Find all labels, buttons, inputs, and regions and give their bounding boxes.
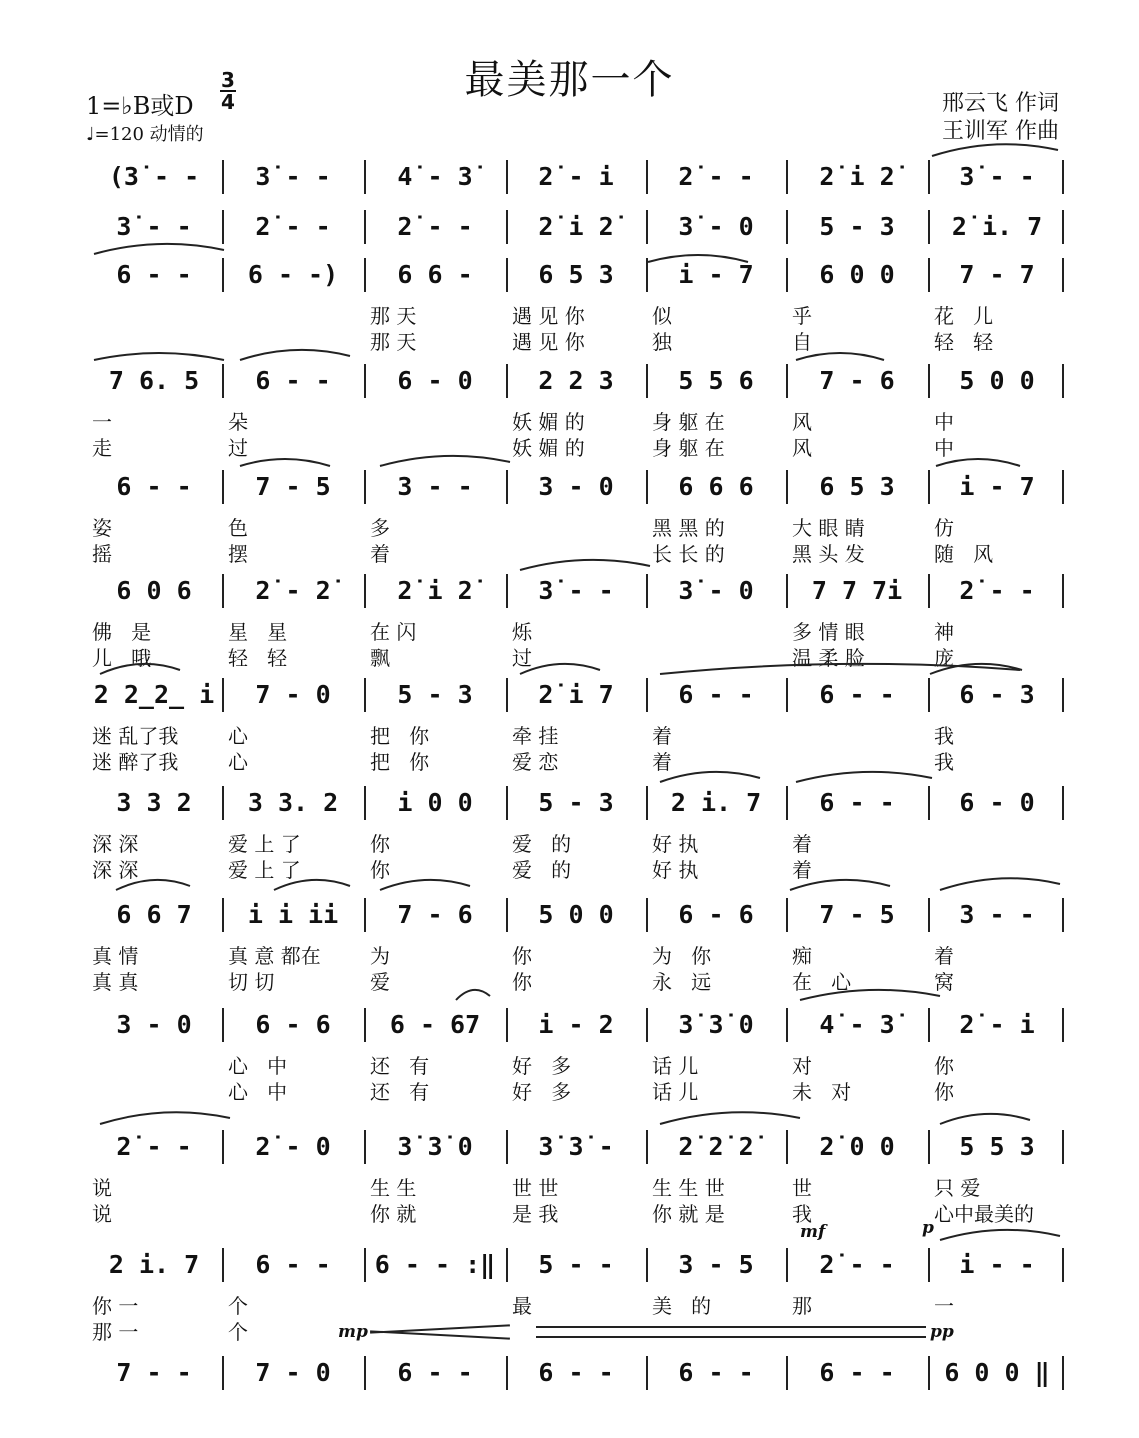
- lyric-segment: 对: [792, 1054, 812, 1078]
- lyric-segment: 自: [792, 330, 812, 354]
- lyric-segment: 身 躯 在: [652, 410, 725, 434]
- measure-notes: 3̇ - -: [959, 161, 1035, 191]
- lyric-segment: 轻 轻: [934, 330, 994, 354]
- lyric-segment: 心: [228, 724, 248, 748]
- lyric-segment: 还 有: [370, 1080, 430, 1104]
- measure-notes: 6 - -): [247, 259, 339, 289]
- measure-notes: 6 6 -: [397, 259, 473, 289]
- slur-tie: [796, 772, 932, 782]
- measure-notes: 3̇ 3̇ 0: [397, 1131, 473, 1161]
- slur-tie: [790, 880, 890, 890]
- decrescendo-hairpin-bottom: [536, 1336, 926, 1338]
- lyric-segment: 那 一: [92, 1320, 139, 1344]
- measure-notes: 5 - 3: [819, 211, 895, 241]
- lyric-segment: 迷 醉了我: [92, 750, 179, 774]
- measure-notes: 7 6. 5: [108, 365, 200, 395]
- lyric-segment: 着: [934, 944, 954, 968]
- measure-notes: 5 - 3: [397, 679, 473, 709]
- lyric-segment: 生 生: [370, 1176, 417, 1200]
- measure-notes: 2 i. 7: [670, 787, 762, 817]
- measure-notes: 2̇ - 2̇: [255, 575, 331, 605]
- lyric-segment: 一: [934, 1294, 954, 1318]
- measure-notes: 2 2̲2̲ i: [93, 679, 215, 709]
- slur-tie: [940, 1114, 1030, 1124]
- composer-credit: 王训军 作曲: [942, 119, 1059, 144]
- lyric-segment: 星 星: [228, 620, 288, 644]
- lyric-segment: 风: [792, 410, 812, 434]
- slur-tie: [456, 990, 490, 1000]
- lyric-segment: 好 多: [512, 1080, 572, 1104]
- measure-notes: 5 - 3: [538, 787, 614, 817]
- measure-notes: 3 - 0: [116, 1009, 192, 1039]
- lyric-segment: 爱 恋: [512, 750, 559, 774]
- lyric-segment: 儿 哦: [92, 646, 152, 670]
- lyric-segment: 生 生 世: [652, 1176, 725, 1200]
- lyric-segment: 心 中: [228, 1054, 288, 1078]
- time-signature-bottom: 4: [221, 90, 235, 114]
- lyric-segment: 着: [792, 858, 812, 882]
- measure-notes: i i ii: [247, 899, 339, 929]
- lyricist-credit: 邢云飞 作词: [942, 91, 1059, 116]
- measure-notes: 5 0 0: [959, 365, 1035, 395]
- measure-notes: 6 - -: [116, 471, 192, 501]
- lyric-segment: 把 你: [370, 724, 430, 748]
- measure-notes: 3 3. 2: [247, 787, 339, 817]
- measure-notes: 7 7 7i: [811, 575, 903, 605]
- measure-notes: 4̇ - 3̇: [397, 161, 473, 191]
- lyric-segment: 独: [652, 330, 672, 354]
- lyric-segment: 那: [792, 1294, 812, 1318]
- measure-notes: 2̇ i 7: [538, 679, 614, 709]
- measure-notes: 6 - 6: [255, 1009, 331, 1039]
- lyric-segment: 爱 的: [512, 858, 572, 882]
- slur-tie: [380, 456, 510, 466]
- song-title: 最美那一个: [464, 57, 675, 103]
- lyric-segment: 永 远: [652, 970, 712, 994]
- lyric-segment: 在 闪: [370, 620, 417, 644]
- lyric-segment: 你 就 是: [652, 1202, 725, 1226]
- lyric-segment: 过: [228, 436, 248, 460]
- measure-notes: 7 - 6: [397, 899, 473, 929]
- measure-notes: 6 0 6: [116, 575, 192, 605]
- lyric-segment: 只 爱: [934, 1176, 981, 1200]
- lyric-segment: 着: [792, 832, 812, 856]
- lyric-segment: 真 意 都在: [228, 944, 321, 968]
- lyric-segment: 烁: [512, 620, 532, 644]
- measure-notes: 3 3 2: [116, 787, 192, 817]
- measure-notes: 6 - 67: [389, 1009, 481, 1039]
- lyric-segment: 你: [512, 944, 532, 968]
- measure-notes: 3̇ 3̇ 0: [678, 1009, 754, 1039]
- lyric-segment: 话 儿: [652, 1080, 699, 1104]
- measure-notes: i - 7: [959, 471, 1035, 501]
- slur-tie: [648, 255, 748, 262]
- slur-tie: [800, 990, 940, 1000]
- key-signature: 1=♭B或D: [86, 92, 194, 120]
- lyric-segment: 爱 上 了: [228, 832, 301, 856]
- measure-notes: 3 - 0: [538, 471, 614, 501]
- measure-notes: 6 - 0: [959, 787, 1035, 817]
- lyric-segment: 我: [792, 1202, 812, 1226]
- measure-notes: 2̇ i 2̇: [397, 575, 473, 605]
- lyric-segment: 世 世: [512, 1176, 559, 1200]
- lyric-segment: 着: [652, 724, 672, 748]
- slur-tie: [520, 560, 650, 570]
- measure-notes: 6 - -: [538, 1357, 614, 1387]
- measure-notes: 6 0 0 ‖: [944, 1357, 1050, 1387]
- measure-notes: 7 - 6: [819, 365, 895, 395]
- measure-notes: 5 0 0: [538, 899, 614, 929]
- measure-notes: 2̇ i. 7: [951, 211, 1043, 241]
- lyric-segment: 大 眼 睛: [792, 516, 865, 540]
- lyric-segment: 遇 见 你: [512, 330, 585, 354]
- lyric-segment: 长 长 的: [652, 542, 725, 566]
- lyric-segment: 佛 是: [92, 620, 152, 644]
- lyric-segment: 深 深: [92, 858, 139, 882]
- measure-notes: 2̇ - -: [397, 211, 473, 241]
- measure-notes: 2̇ - -: [255, 211, 331, 241]
- slur-tie: [936, 459, 1020, 466]
- dynamic-mp: mp: [338, 1322, 368, 1342]
- lyric-segment: 走: [92, 436, 112, 460]
- measure-notes: i - 7: [678, 259, 754, 289]
- measure-notes: 3̇ - -: [255, 161, 331, 191]
- lyric-segment: 色: [228, 516, 248, 540]
- lyric-segment: 摇: [92, 542, 112, 566]
- lyric-segment: 为 你: [652, 944, 712, 968]
- lyric-segment: 爱 的: [512, 832, 572, 856]
- lyric-segment: 仿: [934, 516, 954, 540]
- lyric-segment: 说: [92, 1176, 112, 1200]
- lyric-segment: 你: [370, 858, 390, 882]
- lyric-segment: 好 执: [652, 832, 699, 856]
- measure-notes: 6 5 3: [819, 471, 895, 501]
- lyric-segment: 飘: [370, 646, 390, 670]
- measure-notes: 2̇ 2̇ 2̇: [678, 1131, 754, 1161]
- slur-tie: [240, 350, 350, 360]
- lyric-segment: 把 你: [370, 750, 430, 774]
- lyric-segment: 未 对: [792, 1080, 852, 1104]
- measure-notes: 7 - 5: [819, 899, 895, 929]
- lyric-segment: 痴: [792, 944, 812, 968]
- measure-notes: 7 - -: [116, 1357, 192, 1387]
- time-signature-top: 3: [221, 68, 235, 92]
- slur-tie: [520, 664, 600, 674]
- measure-notes: 3̇ - -: [538, 575, 614, 605]
- measure-notes: 2 i. 7: [108, 1249, 200, 1279]
- lyric-segment: 温 柔 脸: [792, 646, 865, 670]
- tempo-marking: ♩=120 动情的: [86, 124, 204, 145]
- slur-tie: [796, 353, 884, 360]
- measure-notes: 6 - -: [255, 365, 331, 395]
- dynamic-mf: mf: [800, 1222, 826, 1242]
- lyric-segment: 心中最美的: [934, 1202, 1034, 1226]
- lyric-segment: 个: [228, 1320, 248, 1344]
- lyric-segment: 美 的: [652, 1294, 712, 1318]
- measure-notes: 3̇ 3̇ -: [538, 1131, 614, 1161]
- measure-notes: 6 - -: [678, 1357, 754, 1387]
- lyric-segment: 为: [370, 944, 390, 968]
- measure-notes: i - -: [959, 1249, 1035, 1279]
- lyric-segment: 庞: [934, 646, 954, 670]
- lyric-segment: 中: [934, 436, 954, 460]
- measure-notes: 3 - -: [959, 899, 1035, 929]
- lyric-segment: 中: [934, 410, 954, 434]
- measure-notes: 5 - -: [538, 1249, 614, 1279]
- measure-notes: 6 - -: [397, 1357, 473, 1387]
- lyric-segment: 花 儿: [934, 304, 994, 328]
- measure-notes: 7 - 7: [959, 259, 1035, 289]
- slur-tie: [100, 1112, 230, 1124]
- measure-notes: 3 - 5: [678, 1249, 754, 1279]
- measure-notes: 6 - -: [819, 679, 895, 709]
- lyric-segment: 一: [92, 410, 112, 434]
- lyric-segment: 是 我: [512, 1202, 559, 1226]
- lyric-segment: 朵: [228, 410, 248, 434]
- measure-notes: 3̇ - -: [116, 211, 192, 241]
- lyric-segment: 妖 媚 的: [512, 436, 585, 460]
- lyric-segment: 黑 黑 的: [652, 516, 725, 540]
- measure-notes: 7 - 5: [255, 471, 331, 501]
- lyric-segment: 着: [370, 542, 390, 566]
- lyric-segment: 说: [92, 1202, 112, 1226]
- lyric-segment: 我: [934, 724, 954, 748]
- lyric-segment: 窝: [934, 970, 954, 994]
- lyric-segment: 着: [652, 750, 672, 774]
- dynamic-p: p: [922, 1218, 934, 1238]
- measure-notes: 6 - -: [819, 1357, 895, 1387]
- slur-tie: [940, 1230, 1060, 1240]
- measure-notes: 2̇ 0 0: [819, 1131, 895, 1161]
- measure-notes: 3 - -: [397, 471, 473, 501]
- measure-notes: i 0 0: [397, 787, 473, 817]
- measure-notes: 2̇ i 2̇: [538, 211, 614, 241]
- measure-notes: 7 - 0: [255, 1357, 331, 1387]
- lyric-segment: 好 执: [652, 858, 699, 882]
- lyric-segment: 爱: [370, 970, 390, 994]
- measure-notes: 2̇ - -: [678, 161, 754, 191]
- measure-notes: 6 - -: [116, 259, 192, 289]
- measure-notes: 6 - - :‖: [374, 1249, 496, 1279]
- slur-tie: [240, 459, 330, 466]
- lyric-segment: 那 天: [370, 330, 417, 354]
- lyric-segment: 你: [934, 1080, 954, 1104]
- measure-notes: 6 6 6: [678, 471, 754, 501]
- lyric-segment: 你 就: [370, 1202, 417, 1226]
- measure-notes: 5 5 3: [959, 1131, 1035, 1161]
- lyric-segment: 我: [934, 750, 954, 774]
- lyric-segment: 黑 头 发: [792, 542, 865, 566]
- measure-notes: 4̇ - 3̇: [819, 1009, 895, 1039]
- measure-notes: 6 - 0: [397, 365, 473, 395]
- lyric-segment: 摆: [228, 542, 248, 566]
- measure-notes: (3̇ - -: [108, 161, 200, 191]
- lyric-segment: 你: [512, 970, 532, 994]
- slur-tie: [660, 772, 760, 782]
- measure-notes: 2 2 3: [538, 365, 614, 395]
- lyric-segment: 乎: [792, 304, 812, 328]
- slur-tie: [932, 144, 1058, 156]
- lyric-segment: 你: [934, 1054, 954, 1078]
- lyric-segment: 心 中: [228, 1080, 288, 1104]
- measure-notes: 6 - -: [819, 787, 895, 817]
- lyric-segment: 真 情: [92, 944, 139, 968]
- measure-notes: 6 - 3: [959, 679, 1035, 709]
- slur-tie: [116, 880, 190, 890]
- slur-tie: [380, 880, 470, 890]
- slur-tie: [94, 244, 224, 254]
- measure-notes: 3̇ - 0: [678, 211, 754, 241]
- lyric-segment: 随 风: [934, 542, 994, 566]
- lyric-segment: 遇 见 你: [512, 304, 585, 328]
- lyric-segment: 个: [228, 1294, 248, 1318]
- measure-notes: 6 6 7: [116, 899, 192, 929]
- slur-tie: [100, 664, 180, 674]
- lyric-segment: 深 深: [92, 832, 139, 856]
- lyric-segment: 迷 乱了我: [92, 724, 179, 748]
- lyric-segment: 世: [792, 1176, 812, 1200]
- lyric-segment: 还 有: [370, 1054, 430, 1078]
- lyric-segment: 爱 上 了: [228, 858, 301, 882]
- measure-notes: 6 - 6: [678, 899, 754, 929]
- measure-notes: i - 2: [538, 1009, 614, 1039]
- lyric-segment: 在 心: [792, 970, 852, 994]
- measure-notes: 3̇ - 0: [678, 575, 754, 605]
- slur-tie: [940, 878, 1060, 890]
- decrescendo-hairpin-top: [536, 1326, 926, 1328]
- measure-notes: 2̇ - 0: [255, 1131, 331, 1161]
- measure-notes: 2̇ - -: [116, 1131, 192, 1161]
- lyric-segment: 好 多: [512, 1054, 572, 1078]
- slur-tie: [274, 880, 350, 890]
- lyric-segment: 切 切: [228, 970, 275, 994]
- lyric-segment: 姿: [92, 516, 112, 540]
- lyric-segment: 过: [512, 646, 532, 670]
- measure-notes: 6 5 3: [538, 259, 614, 289]
- measure-notes: 2̇ i 2̇: [819, 161, 895, 191]
- lyric-segment: 似: [652, 304, 672, 328]
- lyric-segment: 最: [512, 1294, 532, 1318]
- dynamic-pp: pp: [930, 1322, 954, 1342]
- measure-notes: 2̇ - i: [538, 161, 614, 191]
- measure-notes: 2̇ - -: [959, 575, 1035, 605]
- lyric-segment: 多: [370, 516, 390, 540]
- lyric-segment: 话 儿: [652, 1054, 699, 1078]
- lyric-segment: 真 真: [92, 970, 139, 994]
- lyric-segment: 那 天: [370, 304, 417, 328]
- lyric-segment: 轻 轻: [228, 646, 288, 670]
- measure-notes: 7 - 0: [255, 679, 331, 709]
- slur-tie: [94, 353, 224, 360]
- lyric-segment: 神: [934, 620, 954, 644]
- lyric-segment: 你 一: [92, 1294, 139, 1318]
- measure-notes: 5 5 6: [678, 365, 754, 395]
- slur-tie: [660, 1112, 800, 1124]
- measure-notes: 2̇ - -: [819, 1249, 895, 1279]
- measure-notes: 6 0 0: [819, 259, 895, 289]
- lyric-segment: 风: [792, 436, 812, 460]
- measure-notes: 6 - -: [678, 679, 754, 709]
- measure-notes: 6 - -: [255, 1249, 331, 1279]
- lyric-segment: 你: [370, 832, 390, 856]
- lyric-segment: 心: [228, 750, 248, 774]
- measure-notes: 2̇ - i: [959, 1009, 1035, 1039]
- lyric-segment: 身 躯 在: [652, 436, 725, 460]
- lyric-segment: 妖 媚 的: [512, 410, 585, 434]
- lyric-segment: 多 情 眼: [792, 620, 865, 644]
- lyric-segment: 牵 挂: [512, 724, 559, 748]
